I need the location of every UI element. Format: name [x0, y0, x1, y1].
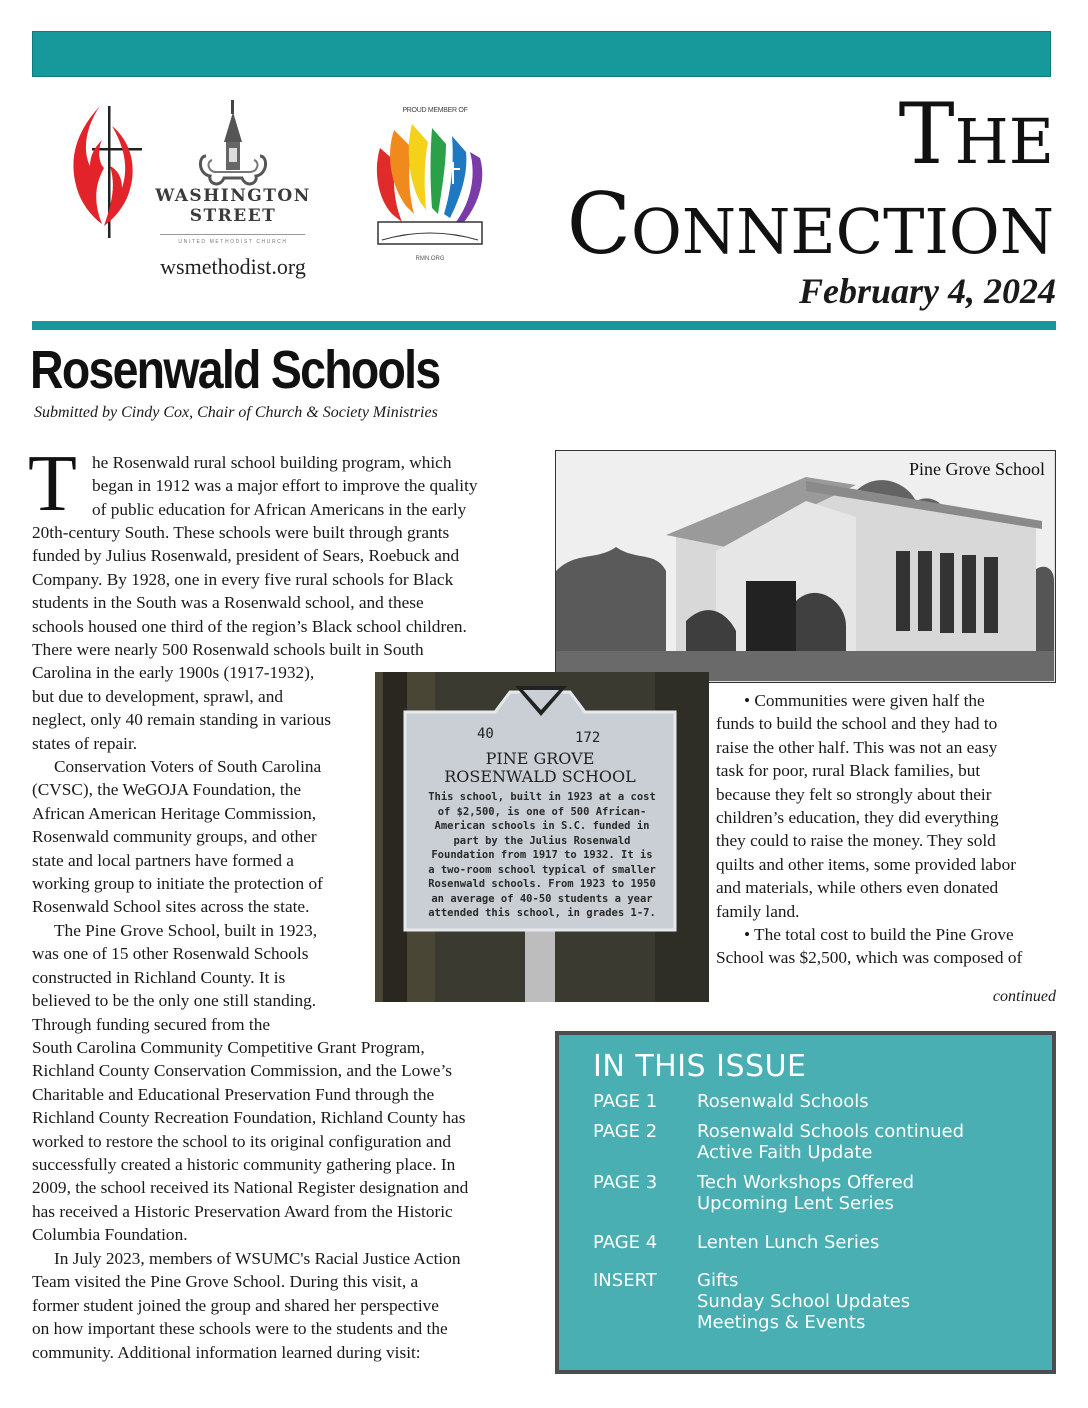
toc-page-4: PAGE 4 — [593, 1232, 658, 1253]
photo-caption: Pine Grove School — [909, 459, 1045, 479]
right-column-text: • Communities were given half the funds to build the school and they had to raise the other half. This was not an easy task for poor, rural Black families, but because they felt so strongly about their children’s education, they did everything they could to raise the money. They sold quilts and other items, some provided labor and materials, while others even donated family land. • The total cost to build the Pine Grove School was $2,500, which was composed of — [716, 691, 1023, 968]
toc-item: Sunday School Updates — [697, 1291, 911, 1312]
in-this-issue-title: IN THIS ISSUE — [593, 1049, 807, 1084]
rmn-org-text: RMN.ORG — [415, 256, 445, 262]
pine-grove-school-photo — [555, 450, 1056, 683]
issue-date: February 4, 2024 — [798, 271, 1056, 311]
article-byline: Submitted by Cindy Cox, Chair of Church & Society Ministries — [34, 404, 438, 421]
marker-number-left: 40 — [477, 726, 494, 742]
washington-street-steeple-logo — [148, 98, 318, 250]
toc-insert: INSERT — [593, 1270, 657, 1291]
historical-marker-photo — [375, 672, 709, 1002]
paragraph-1-intro: he Rosenwald rural school building program, which began in 1912 was a major effort to improve the quality of public education for African Americans in the early — [92, 453, 478, 519]
top-banner-bar — [32, 31, 1051, 77]
toc-item: Gifts — [697, 1270, 739, 1291]
in-this-issue-box — [555, 1031, 1056, 1374]
proud-member-text: PROUD MEMBER OF — [402, 107, 468, 114]
drop-cap: T — [28, 440, 77, 528]
toc-item: Meetings & Events — [697, 1312, 866, 1333]
marker-title: PINE GROVE ROSENWALD SCHOOL — [444, 749, 636, 786]
website-url: wsmethodist.org — [160, 254, 306, 279]
paragraph-3: The Pine Grove School, built in 1923, was one of 15 other Rosenwald Schools constructed in Richland County. It is believed to be the only one still standing. Through funding secured from the South Carolina Community Competitive Grant Program, Richland County Conservation Commission, and the Lowe’s Charitable and Educational Preservation Fund through the Richland County Recreation Foundation, Richland County has worked to restore the school to its original configuration and successfully created a historic community gathering place. In 2009, the school received its National Register designation and has received a Historic Preservation Award from the Historic Columbia Foundation. — [32, 921, 469, 1245]
continued-note: continued — [992, 988, 1056, 1005]
article-headline: Rosenwald Schools — [30, 340, 440, 400]
toc-item: Rosenwald Schools — [697, 1091, 869, 1112]
church-name-line1: WASHINGTON — [155, 186, 311, 206]
masthead-the: THE — [898, 85, 1054, 183]
cross-and-flame-logo — [64, 104, 146, 240]
toc-item: Tech Workshops Offered — [697, 1172, 915, 1193]
schoolhouse-image — [556, 451, 1054, 681]
toc-page-2: PAGE 2 — [593, 1121, 658, 1142]
masthead-connection: CONNECTION — [566, 175, 1054, 273]
paragraph-4: In July 2023, members of WSUMC's Racial Justice Action Team visited the Pine Grove School. During this visit, a former student joined the group and shared her perspective on how important these schools were to the students and the community. Additional information learned during visit: — [32, 1249, 461, 1362]
marker-number-right: 172 — [575, 730, 601, 746]
logo-divider — [160, 234, 305, 235]
toc-page-3: PAGE 3 — [593, 1172, 658, 1193]
toc-item: Lenten Lunch Series — [697, 1232, 880, 1253]
reconciling-ministries-network-logo — [372, 118, 488, 254]
toc-page-1: PAGE 1 — [593, 1091, 658, 1112]
marker-text: This school, built in 1923 at a cost of $2,500, is one of 500 African- American schools in S.C. funded in part by the Julius Rosenwald Foundation from 1917 to 1932. It is a two-room school typical of smaller Rosenwald schools. From 1923 to 1950 an average of 40-50 students a year attended this school, in grades 1-7. — [428, 791, 656, 919]
toc-item: Active Faith Update — [697, 1142, 873, 1163]
toc-item: Rosenwald Schools continued — [697, 1121, 965, 1142]
paragraph-2: Conservation Voters of South Carolina (CVSC), the WeGOJA Foundation, the African American Heritage Commission, Rosenwald community groups, and other state and local partners have formed a working group to initiate the protection of Rosenwald School sites across the state. — [32, 757, 323, 917]
toc-item: Upcoming Lent Series — [697, 1193, 894, 1214]
church-subtitle: UNITED METHODIST CHURCH — [178, 239, 288, 245]
church-name-line2: STREET — [189, 206, 277, 226]
masthead-rule — [32, 321, 1056, 330]
paragraph-1-body: 20th-century South. These schools were built through grants funded by Julius Rosenwald, president of Sears, Roebuck and Company. By 1928, one in every five rural schools for Black students in the South was a Rosenwald school, and these schools housed one third of the region’s Black school children. There were nearly 500 Rosenwald schools built in South Carolina in the early 1900s (1917-1932), but due to development, sprawl, and neglect, only 40 remain standing in various states of repair. — [32, 523, 467, 753]
